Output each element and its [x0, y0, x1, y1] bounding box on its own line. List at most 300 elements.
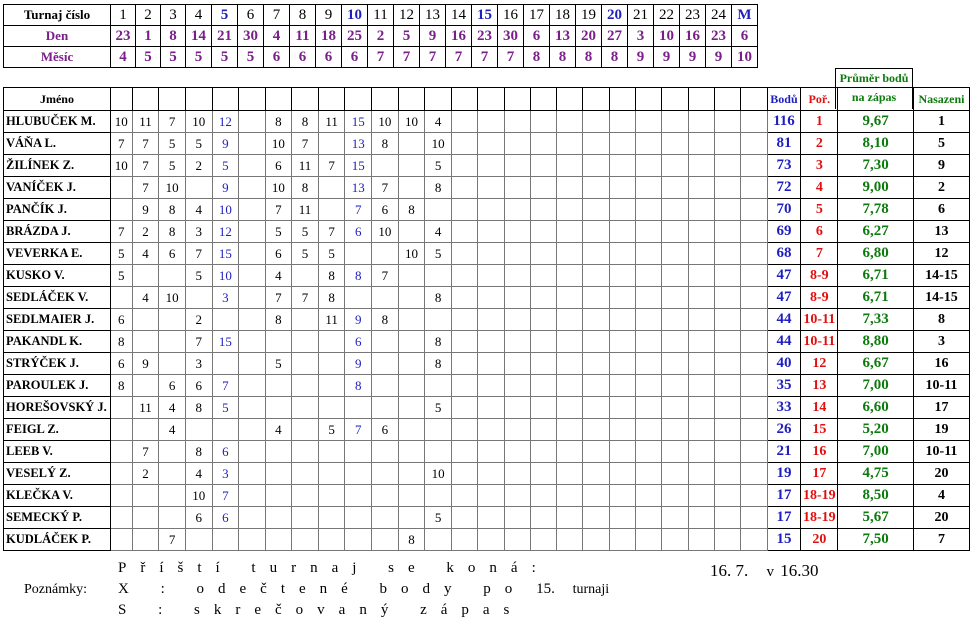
prumer-value: 6,67	[838, 353, 914, 375]
bodu-value: 68	[767, 243, 801, 265]
score-cell	[609, 177, 635, 199]
poradi-header: Poř.	[801, 88, 838, 111]
score-cell	[662, 111, 688, 133]
turnaj-cell-23: 23	[680, 5, 706, 26]
score-cell	[451, 419, 477, 441]
player-row	[4, 441, 970, 463]
score-cell	[398, 331, 425, 353]
score-cell	[451, 265, 477, 287]
score-cell: 8	[345, 375, 372, 397]
score-cell	[662, 133, 688, 155]
score-cell	[265, 463, 292, 485]
score-cell	[451, 287, 477, 309]
score-cell	[662, 243, 688, 265]
score-cell: 8	[318, 265, 345, 287]
bodu-header: Bodů	[767, 88, 801, 111]
mesic-cell-22: 9	[654, 47, 680, 68]
score-cell	[609, 309, 635, 331]
nasazeni-value: 4	[913, 485, 969, 507]
turnaj-cell-13: 13	[420, 5, 446, 26]
score-cell	[583, 507, 609, 529]
score-cell: 8	[425, 353, 452, 375]
score-cell	[714, 111, 740, 133]
score-cell	[688, 133, 714, 155]
bodu-value: 73	[767, 155, 801, 177]
score-cell	[504, 221, 530, 243]
prumer-value: 6,60	[838, 397, 914, 419]
score-cell: 5	[318, 243, 345, 265]
score-cell: 9	[132, 199, 159, 221]
player-name: VANÍČEK J.	[4, 177, 111, 199]
score-cell	[504, 243, 530, 265]
score-cell: 4	[159, 397, 186, 419]
score-header-cell	[265, 88, 292, 111]
score-cell	[583, 133, 609, 155]
player-name: VÁŇA L.	[4, 133, 111, 155]
score-cell	[583, 375, 609, 397]
score-cell	[110, 529, 132, 551]
score-cell	[688, 463, 714, 485]
score-cell: 15	[345, 155, 372, 177]
score-cell	[398, 375, 425, 397]
turnaj-cell-18: 18	[550, 5, 576, 26]
score-cell	[132, 507, 159, 529]
score-cell	[478, 221, 504, 243]
score-cell	[132, 265, 159, 287]
bodu-value: 44	[767, 309, 801, 331]
score-cell	[451, 221, 477, 243]
bodu-value: 19	[767, 463, 801, 485]
score-cell	[132, 529, 159, 551]
score-cell	[636, 133, 662, 155]
bodu-value: 40	[767, 353, 801, 375]
score-cell: 7	[159, 529, 186, 551]
score-cell	[557, 441, 583, 463]
score-cell	[557, 397, 583, 419]
mesic-cell-21: 9	[628, 47, 654, 68]
score-cell: 7	[318, 221, 345, 243]
score-cell	[530, 419, 556, 441]
score-cell	[504, 507, 530, 529]
nasazeni-value: 10-11	[913, 375, 969, 397]
score-cell: 5	[110, 243, 132, 265]
score-cell	[741, 221, 767, 243]
score-cell: 11	[292, 155, 319, 177]
den-cell-19: 20	[576, 26, 602, 47]
score-cell: 8	[185, 441, 212, 463]
mesic-cell-11: 7	[368, 47, 394, 68]
score-cell	[239, 507, 265, 529]
poradi-value: 8-9	[801, 265, 838, 287]
prumer-value: 7,00	[838, 441, 914, 463]
score-cell	[212, 529, 239, 551]
score-cell: 6	[345, 221, 372, 243]
score-cell	[662, 463, 688, 485]
score-cell	[530, 155, 556, 177]
score-cell: 6	[212, 441, 239, 463]
score-cell: 4	[185, 463, 212, 485]
player-row	[4, 419, 970, 441]
turnaj-cell-5: 5	[212, 5, 238, 26]
score-cell	[132, 419, 159, 441]
note-x-tail: turnaji	[572, 582, 610, 597]
score-cell	[265, 507, 292, 529]
score-cell	[583, 309, 609, 331]
score-cell	[398, 485, 425, 507]
nasazeni-value: 7	[913, 529, 969, 551]
den-cell-4: 14	[186, 26, 212, 47]
score-cell	[714, 265, 740, 287]
score-cell	[662, 155, 688, 177]
score-cell	[292, 485, 319, 507]
nasazeni-value: 14-15	[913, 287, 969, 309]
score-cell: 7	[372, 265, 399, 287]
tournament-header-table	[3, 4, 758, 68]
score-cell	[662, 441, 688, 463]
score-cell	[345, 397, 372, 419]
score-cell: 8	[159, 199, 186, 221]
score-cell	[741, 353, 767, 375]
score-cell	[318, 485, 345, 507]
player-name: HLUBUČEK M.	[4, 111, 111, 133]
score-cell	[425, 441, 452, 463]
score-cell	[398, 155, 425, 177]
prumer-value: 6,71	[838, 287, 914, 309]
score-cell	[504, 155, 530, 177]
player-name: LEEB V.	[4, 441, 111, 463]
score-cell: 8	[318, 287, 345, 309]
score-cell	[557, 309, 583, 331]
turnaj-cell-19: 19	[576, 5, 602, 26]
score-cell	[451, 485, 477, 507]
score-cell	[345, 485, 372, 507]
score-cell: 5	[110, 265, 132, 287]
score-cell	[741, 375, 767, 397]
score-cell: 15	[212, 243, 239, 265]
score-cell	[636, 111, 662, 133]
poradi-value: 7	[801, 243, 838, 265]
score-cell	[478, 133, 504, 155]
score-cell: 9	[132, 353, 159, 375]
score-cell: 5	[212, 397, 239, 419]
score-cell	[714, 287, 740, 309]
prumer-value: 4,75	[838, 463, 914, 485]
bodu-value: 72	[767, 177, 801, 199]
score-cell: 2	[132, 221, 159, 243]
score-cell	[530, 265, 556, 287]
mesic-cell-14: 7	[446, 47, 472, 68]
score-cell	[398, 133, 425, 155]
score-cell	[478, 353, 504, 375]
prumer-value: 9,00	[838, 177, 914, 199]
score-cell	[504, 309, 530, 331]
nasazeni-value: 20	[913, 463, 969, 485]
score-cell	[741, 177, 767, 199]
mesic-cell-13: 7	[420, 47, 446, 68]
score-cell	[662, 507, 688, 529]
score-cell	[292, 397, 319, 419]
score-cell	[265, 375, 292, 397]
score-cell: 8	[159, 221, 186, 243]
score-cell	[557, 243, 583, 265]
den-label: Den	[4, 26, 111, 47]
score-cell: 7	[132, 155, 159, 177]
score-cell: 6	[159, 243, 186, 265]
score-cell	[398, 463, 425, 485]
score-cell	[239, 177, 265, 199]
player-name: BRÁZDA J.	[4, 221, 111, 243]
den-cell-6: 30	[238, 26, 264, 47]
score-cell: 5	[292, 243, 319, 265]
turnaj-cell-22: 22	[654, 5, 680, 26]
score-cell	[636, 353, 662, 375]
score-cell: 8	[372, 309, 399, 331]
bodu-value: 69	[767, 221, 801, 243]
score-cell	[636, 507, 662, 529]
score-cell: 5	[425, 155, 452, 177]
bodu-value: 44	[767, 331, 801, 353]
score-cell	[239, 353, 265, 375]
score-cell	[609, 155, 635, 177]
score-cell	[741, 133, 767, 155]
mesic-row	[4, 47, 758, 68]
score-cell	[345, 287, 372, 309]
turnaj-cell-15: 15	[472, 5, 498, 26]
score-cell	[132, 485, 159, 507]
score-cell	[557, 265, 583, 287]
score-cell: 7	[345, 199, 372, 221]
player-name: ŽILÍNEK Z.	[4, 155, 111, 177]
next-tournament-label: Příští turnaj se koná:	[118, 560, 550, 576]
player-row	[4, 507, 970, 529]
player-name: SEDLÁČEK V.	[4, 287, 111, 309]
prumer-value: 8,10	[838, 133, 914, 155]
score-cell	[239, 221, 265, 243]
score-cell	[688, 507, 714, 529]
mesic-cell-19: 8	[576, 47, 602, 68]
score-cell	[714, 485, 740, 507]
score-cell	[714, 419, 740, 441]
score-cell: 10	[159, 177, 186, 199]
score-cell	[398, 309, 425, 331]
score-cell	[345, 441, 372, 463]
turnaj-cell-25: M	[732, 5, 758, 26]
score-cell	[372, 485, 399, 507]
score-header-cell	[398, 88, 425, 111]
mesic-cell-17: 8	[524, 47, 550, 68]
bodu-value: 17	[767, 485, 801, 507]
score-cell: 8	[292, 177, 319, 199]
score-cell	[688, 375, 714, 397]
score-cell	[662, 331, 688, 353]
score-cell	[688, 397, 714, 419]
score-cell	[636, 419, 662, 441]
score-cell	[636, 485, 662, 507]
score-cell	[478, 441, 504, 463]
score-cell	[688, 441, 714, 463]
score-cell: 9	[345, 309, 372, 331]
score-cell	[714, 243, 740, 265]
score-cell	[530, 441, 556, 463]
score-cell	[451, 243, 477, 265]
score-cell	[662, 287, 688, 309]
mesic-cell-25: 10	[732, 47, 758, 68]
score-cell	[741, 529, 767, 551]
score-cell	[557, 287, 583, 309]
score-cell	[212, 419, 239, 441]
score-cell	[530, 287, 556, 309]
score-cell	[478, 419, 504, 441]
next-tournament-time: 16.30	[780, 561, 819, 580]
score-cell: 5	[318, 419, 345, 441]
score-cell	[714, 441, 740, 463]
score-cell	[425, 485, 452, 507]
score-cell	[741, 441, 767, 463]
score-cell: 7	[185, 331, 212, 353]
score-cell	[530, 309, 556, 331]
score-cell: 10	[372, 221, 399, 243]
score-cell	[478, 177, 504, 199]
den-cell-21: 3	[628, 26, 654, 47]
score-cell	[609, 375, 635, 397]
score-cell: 6	[265, 155, 292, 177]
score-cell	[662, 353, 688, 375]
score-cell	[530, 111, 556, 133]
den-cell-18: 13	[550, 26, 576, 47]
poradi-value: 2	[801, 133, 838, 155]
nasazeni-value: 1	[913, 111, 969, 133]
score-cell: 8	[110, 331, 132, 353]
den-cell-24: 23	[706, 26, 732, 47]
score-cell	[530, 485, 556, 507]
score-header-cell	[110, 88, 132, 111]
score-cell	[398, 507, 425, 529]
score-cell: 8	[398, 199, 425, 221]
player-name: SEMECKÝ P.	[4, 507, 111, 529]
score-cell	[688, 287, 714, 309]
poradi-value: 8-9	[801, 287, 838, 309]
nasazeni-value: 10-11	[913, 441, 969, 463]
score-cell	[688, 221, 714, 243]
score-cell	[398, 353, 425, 375]
player-row	[4, 133, 970, 155]
score-cell	[609, 331, 635, 353]
score-cell	[239, 199, 265, 221]
score-cell	[504, 287, 530, 309]
mesic-cell-9: 6	[316, 47, 342, 68]
score-cell: 6	[110, 353, 132, 375]
score-cell	[583, 177, 609, 199]
score-cell: 3	[212, 463, 239, 485]
score-cell	[714, 375, 740, 397]
score-cell	[583, 485, 609, 507]
score-cell	[609, 419, 635, 441]
score-cell: 10	[212, 265, 239, 287]
player-row	[4, 529, 970, 551]
den-cell-2: 1	[136, 26, 161, 47]
score-cell	[292, 463, 319, 485]
player-name: KUSKO V.	[4, 265, 111, 287]
score-header-cell	[292, 88, 319, 111]
poradi-value: 20	[801, 529, 838, 551]
turnaj-cell-9: 9	[316, 5, 342, 26]
score-cell	[425, 529, 452, 551]
prumer-value: 7,30	[838, 155, 914, 177]
score-cell	[609, 133, 635, 155]
score-cell	[212, 353, 239, 375]
player-row	[4, 287, 970, 309]
player-row	[4, 221, 970, 243]
score-cell	[110, 397, 132, 419]
score-cell: 12	[212, 111, 239, 133]
score-cell	[636, 331, 662, 353]
player-row	[4, 155, 970, 177]
player-name: PANČÍK J.	[4, 199, 111, 221]
turnaj-cell-6: 6	[238, 5, 264, 26]
score-cell	[530, 397, 556, 419]
poradi-value: 12	[801, 353, 838, 375]
score-cell: 7	[110, 221, 132, 243]
score-cell	[425, 375, 452, 397]
nasazeni-value: 14-15	[913, 265, 969, 287]
nasazeni-value: 6	[913, 199, 969, 221]
score-cell	[662, 397, 688, 419]
den-cell-14: 16	[446, 26, 472, 47]
score-cell	[557, 529, 583, 551]
bodu-value: 81	[767, 133, 801, 155]
score-header-cell	[132, 88, 159, 111]
score-cell	[451, 529, 477, 551]
score-cell	[292, 375, 319, 397]
score-cell: 10	[372, 111, 399, 133]
score-cell: 7	[132, 133, 159, 155]
score-cell	[662, 199, 688, 221]
score-cell	[504, 133, 530, 155]
score-cell: 2	[132, 463, 159, 485]
score-cell	[451, 441, 477, 463]
score-header-cell	[714, 88, 740, 111]
score-cell	[557, 155, 583, 177]
score-cell	[530, 177, 556, 199]
poradi-value: 1	[801, 111, 838, 133]
score-header-cell	[425, 88, 452, 111]
turnaj-cell-1: 1	[111, 5, 136, 26]
score-header-cell	[345, 88, 372, 111]
score-cell: 4	[265, 265, 292, 287]
score-cell	[504, 375, 530, 397]
score-cell: 10	[425, 133, 452, 155]
score-cell	[557, 331, 583, 353]
score-cell	[662, 265, 688, 287]
score-header-cell	[530, 88, 556, 111]
score-cell	[398, 287, 425, 309]
score-cell	[239, 155, 265, 177]
score-cell	[159, 485, 186, 507]
poradi-value: 17	[801, 463, 838, 485]
score-cell	[318, 177, 345, 199]
score-cell	[688, 111, 714, 133]
score-cell: 7	[212, 485, 239, 507]
score-cell	[318, 397, 345, 419]
mesic-cell-15: 7	[472, 47, 498, 68]
score-cell: 6	[345, 331, 372, 353]
mesic-cell-20: 8	[602, 47, 628, 68]
score-cell: 11	[318, 111, 345, 133]
score-cell	[583, 353, 609, 375]
score-cell	[662, 177, 688, 199]
score-cell: 7	[110, 133, 132, 155]
score-cell	[239, 529, 265, 551]
